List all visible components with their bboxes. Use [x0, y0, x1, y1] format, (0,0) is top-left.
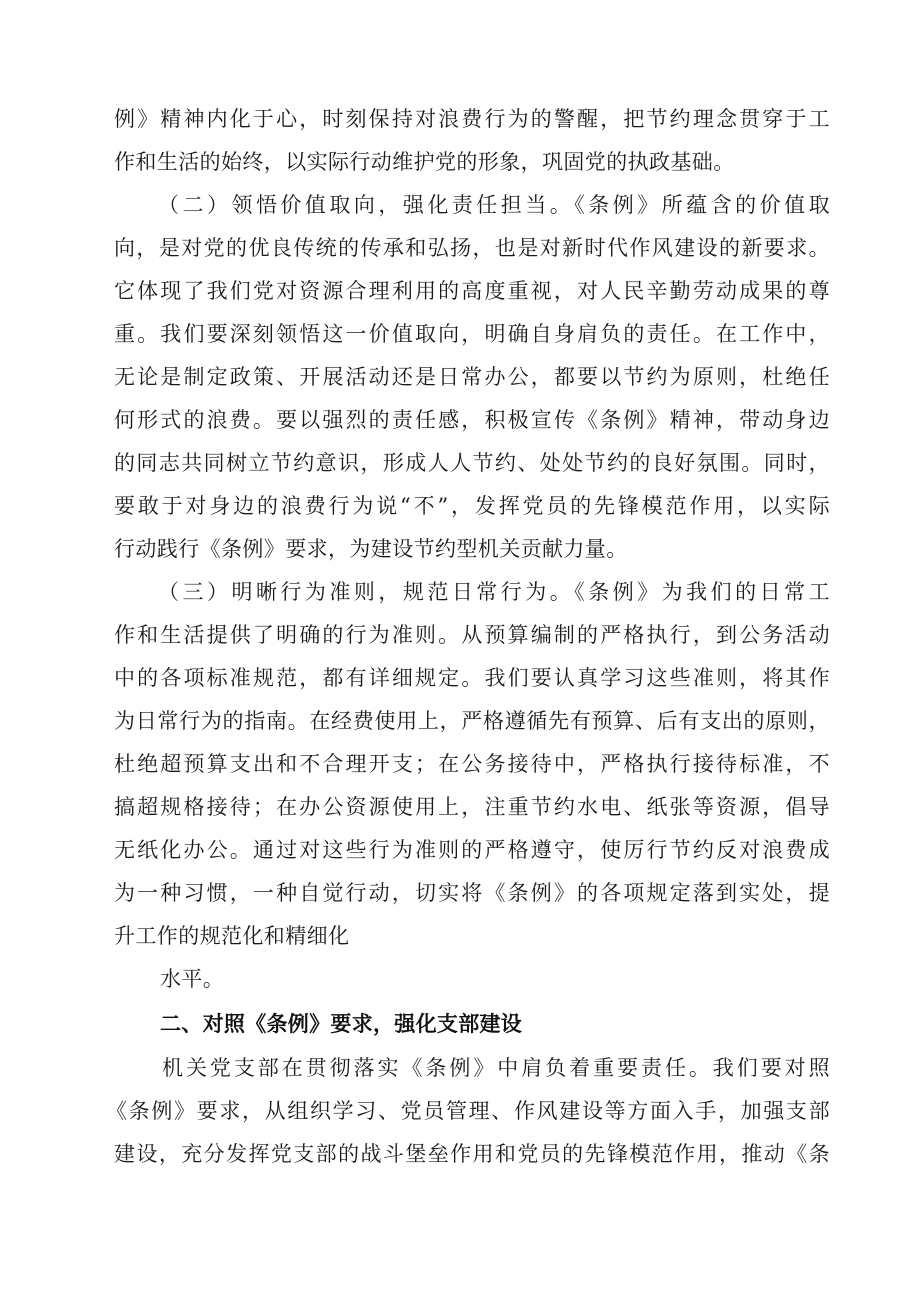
- paragraph-line: 杜绝超预算支出和不合理开支；在公务接待中，严格执行接待标准，不: [114, 752, 830, 776]
- paragraph-line: 水平。: [160, 967, 225, 991]
- paragraph-line: 例》精神内化于心，时刻保持对浪费行为的警醒，把节约理念贯穿于工: [114, 107, 830, 131]
- paragraph-line: 搞超规格接待；在办公资源使用上，注重节约水电、纸张等资源，倡导: [114, 795, 830, 819]
- paragraph-line: 行动践行《条例》要求，为建设节约型机关贡献力量。: [114, 537, 628, 561]
- paragraph-line: 为一种习惯，一种自觉行动，切实将《条例》的各项规定落到实处，提: [114, 881, 830, 905]
- paragraph-line: 何形式的浪费。要以强烈的责任感，积极宣传《条例》精神，带动身边: [114, 408, 830, 432]
- paragraph-line: 它体现了我们党对资源合理利用的高度重视，对人民辛勤劳动成果的尊: [114, 279, 830, 303]
- paragraph-line: 作和生活的始终，以实际行动维护党的形象，巩固党的执政基础。: [114, 150, 735, 174]
- paragraph-line: 向，是对党的优良传统的传承和弘扬，也是对新时代作风建设的新要求。: [114, 236, 830, 260]
- paragraph-line: 中的各项标准规范，都有详细规定。我们要认真学习这些准则，将其作: [114, 666, 830, 690]
- paragraph-line: 作和生活提供了明确的行为准则。从预算编制的严格执行，到公务活动: [114, 623, 830, 647]
- paragraph-line: 《条例》要求，从组织学习、党员管理、作风建设等方面入手，加强支部: [106, 1099, 830, 1123]
- paragraph-line: （三）明晰行为准则，规范日常行为。《条例》为我们的日常工: [158, 580, 830, 604]
- paragraph-line: 为日常行为的指南。在经费使用上，严格遵循先有预算、后有支出的原则，: [114, 709, 830, 733]
- paragraph-line: 重。我们要深刻领悟这一价值取向，明确自身肩负的责任。在工作中，: [114, 322, 830, 346]
- paragraph-line: 无纸化办公。通过对这些行为准则的严格遵守，使厉行节约反对浪费成: [114, 838, 830, 862]
- paragraph-line: 要敢于对身边的浪费行为说“不”，发挥党员的先锋模范作用，以实际: [114, 494, 830, 518]
- paragraph-line: 建设，充分发挥党支部的战斗堡垒作用和党员的先锋模范作用，推动《条: [114, 1142, 830, 1166]
- paragraph-line: （二）领悟价值取向，强化责任担当。《条例》所蕴含的价值取: [158, 193, 830, 217]
- paragraph-line: 的同志共同树立节约意识，形成人人节约、处处节约的良好氛围。同时，: [114, 451, 830, 475]
- paragraph-line: 升工作的规范化和精细化: [114, 924, 350, 948]
- section-heading: 二、对照《条例》要求，强化支部建设: [160, 1012, 523, 1036]
- paragraph-line: 无论是制定政策、开展活动还是日常办公，都要以节约为原则，杜绝任: [114, 365, 830, 389]
- paragraph-line: 机关党支部在贯彻落实《条例》中肩负着重要责任。我们要对照: [162, 1056, 830, 1080]
